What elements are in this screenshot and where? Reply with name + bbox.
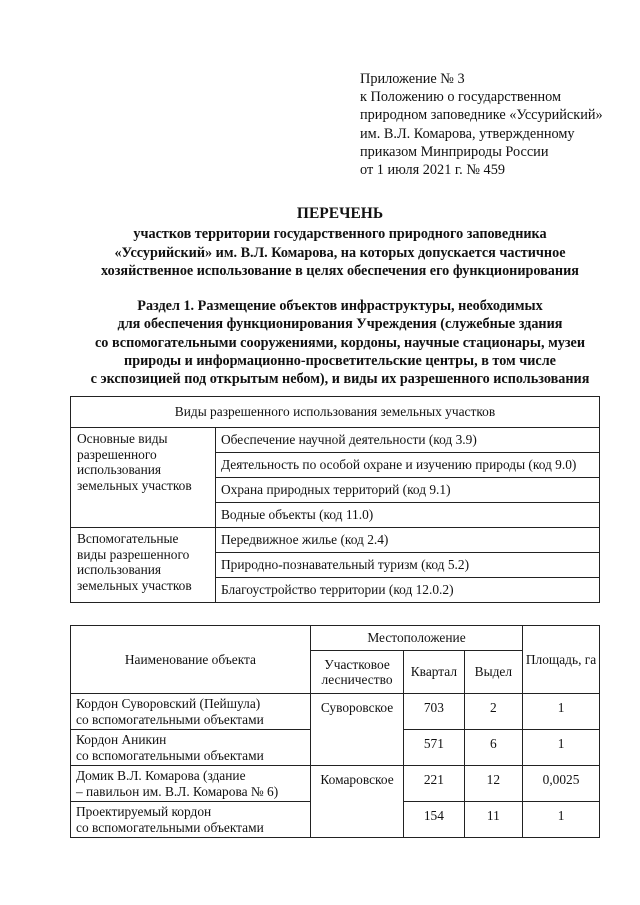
aux-usage-item: Передвижное жилье (код 2.4) [216,528,600,553]
object-name-line: Кордон Аникин [76,732,167,747]
table-row [71,766,600,802]
title-line: «Уссурийский» им. В.Л. Комарова, на которых допускается частичное [114,244,566,261]
object-name-line: – павильон им. В.Л. Комарова № 6) [76,783,279,799]
object-name-line: Проектируемый кордон [76,804,212,819]
area-cell: 1 [523,802,600,838]
object-name-line: Кордон Суворовский (Пейшула) [76,696,261,711]
table-row [71,397,600,428]
section-line: природы и информационно-просветительские центры, в том числе [124,352,556,369]
object-name [71,766,311,802]
section-cell: 6 [464,730,522,766]
title-main: ПЕРЕЧЕНЬ [296,205,384,222]
forestry-cell: Суворовское [310,694,403,766]
usage-types-table [70,396,600,603]
main-usage-label: Основные виды разрешенного использования земельных участков [71,428,216,528]
object-name [71,802,311,838]
main-usage-item: Водные объекты (код 11.0) [216,503,600,528]
appendix-note [360,70,630,179]
header-section: Выдел [464,651,522,694]
quarter-cell: 221 [404,766,464,802]
document-title [40,205,640,280]
table-row [71,428,600,453]
title-line: хозяйственное использование в целях обеспечения его функционирования [101,262,579,279]
header-location: Местоположение [310,626,522,651]
area-cell: 0,0025 [523,766,600,802]
section-line: Раздел 1. Размещение объектов инфраструктуры, необходимых [137,298,543,314]
section-cell: 12 [464,766,522,802]
section-heading [38,297,640,388]
area-cell: 1 [523,694,600,730]
section-line: для обеспечения функционирования Учреждения (служебные здания [117,316,563,333]
header-quarter: Квартал [404,651,464,694]
section-cell: 11 [464,802,522,838]
object-name-line: Домик В.Л. Комарова (здание [76,768,246,783]
section-line: с экспозицией под открытым небом), и виды их разрешенного использования [90,371,590,388]
appendix-line: приказом Минприроды России [360,143,549,160]
title-line: участков территории государственного природного заповедника [133,226,547,243]
header-name: Наименование объекта [71,626,311,694]
object-name [71,730,311,766]
object-name [71,694,311,730]
object-name-line: со вспомогательными объектами [76,711,264,727]
appendix-line: к Положению о государственном [360,89,562,106]
object-name-line: со вспомогательными объектами [76,747,264,763]
quarter-cell: 703 [404,694,464,730]
appendix-line: природном заповеднике «Уссурийский» [360,107,603,124]
table-row [71,528,600,553]
object-name-line: со вспомогательными объектами [76,819,264,835]
aux-usage-item: Благоустройство территории (код 12.0.2) [216,578,600,603]
table-header-row [71,626,600,651]
aux-usage-item: Природно-познавательный туризм (код 5.2) [216,553,600,578]
table-row [71,694,600,730]
appendix-line: от 1 июля 2021 г. № 459 [360,162,505,179]
appendix-line: им. В.Л. Комарова, утвержденному [360,125,575,142]
main-usage-item: Обеспечение научной деятельности (код 3.9) [216,428,600,453]
section-line: со вспомогательными сооружениями, кордоны, научные стационары, музеи [95,334,585,351]
main-usage-item: Охрана природных территорий (код 9.1) [216,478,600,503]
section-cell: 2 [464,694,522,730]
area-cell: 1 [523,730,600,766]
objects-table [70,625,600,838]
header-area: Площадь, га [523,626,600,694]
header-forestry: Участковое лесничество [310,651,403,694]
appendix-line: Приложение № 3 [360,71,465,87]
quarter-cell: 154 [404,802,464,838]
aux-usage-label: Вспомогательные виды разрешенного использования земельных участков [71,528,216,603]
forestry-cell: Комаровское [310,766,403,838]
usage-table-header: Виды разрешенного использования земельных участков [71,397,600,428]
quarter-cell: 571 [404,730,464,766]
main-usage-item: Деятельность по особой охране и изучению природы (код 9.0) [216,453,600,478]
